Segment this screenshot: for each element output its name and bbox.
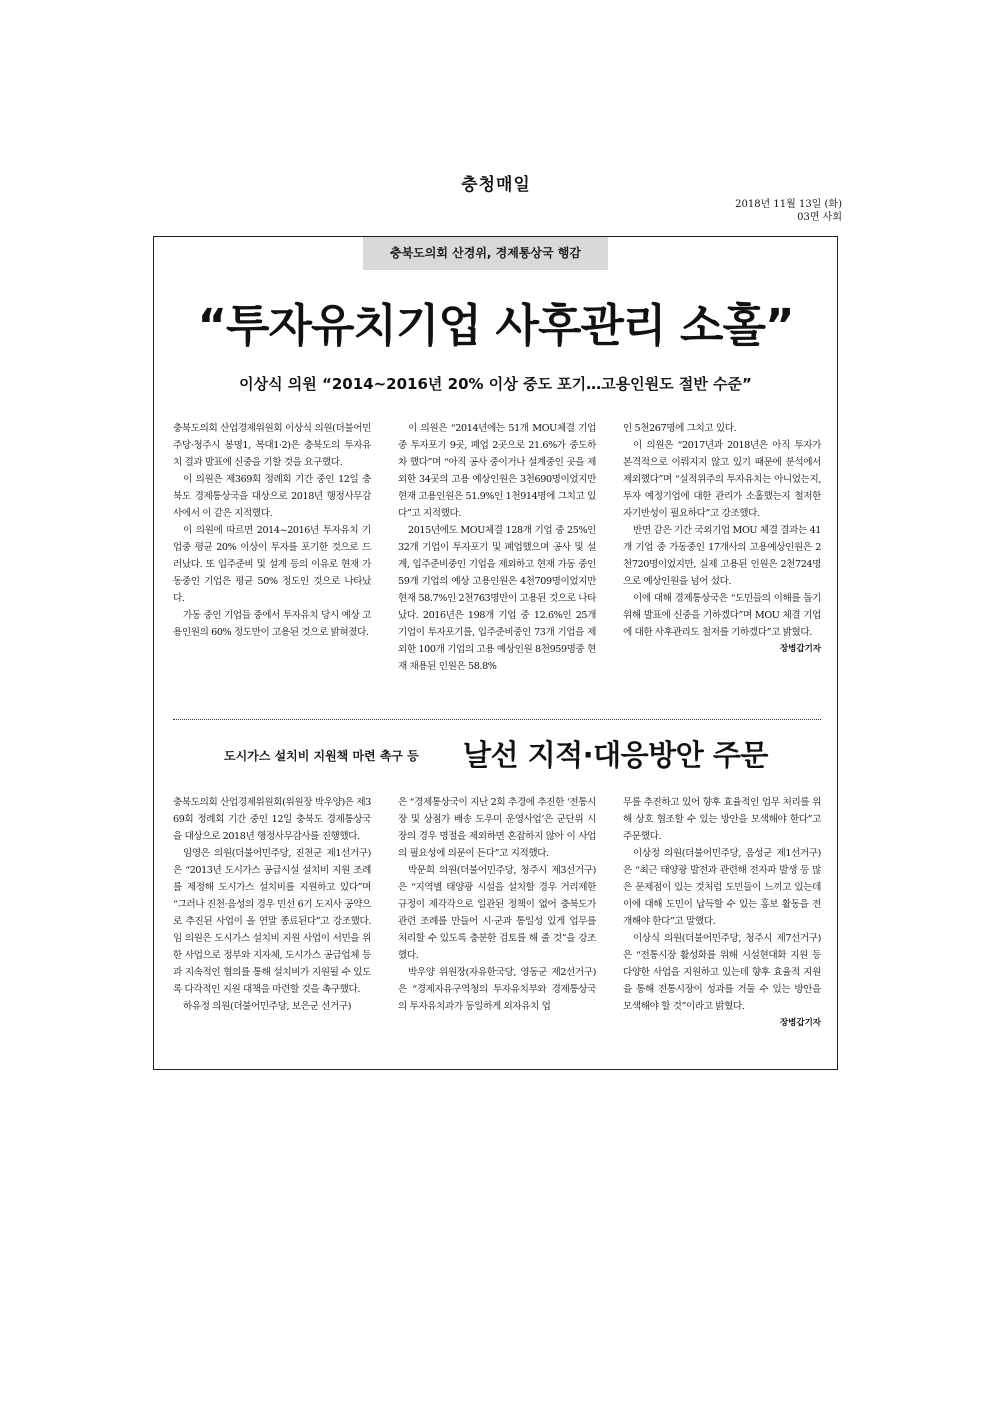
article2-column-3: [623, 794, 821, 1032]
paragraph: 임영은 의원(더불어민주당, 진천군 제1선거구)은 “2013년 도시가스 공급시설 설치비 지원 조례를 제정해 도시가스 설치비를 지원하고 있다”며 “그러나 진천·음성의 경우 민선 6기 도지사 공약으로 추진된 사업이 올 연말 종료된다”고 강조했다. 임 의원은 도시가스 설치비 지원 사업이 서민을 위한 사업으로 정부와 지자체, 도시가스 공급업체 등과 지속적인 협의를 통해 설치비가 지원될 수 있도록 다각적인 지원 대책을 마련할 것을 촉구했다.: [173, 848, 371, 995]
paragraph: 이 의원은 “2014년에는 51개 MOU체결 기업 중 투자포기 9곳, 폐업 2곳으로 21.6%가 중도하차 했다”며 “아직 공사 중이거나 설계중인 곳을 제외한 34곳의 고용 예상인원은 3천690명이었지만 현재 고용인원은 51.9%인 1천914명에 그치고 있다”고 지적했다.: [398, 423, 596, 519]
article-clipping-frame: [153, 236, 838, 1070]
article1-column-2: [398, 420, 596, 675]
paragraph: 이상식 의원(더불어민주당, 청주시 제7선거구)은 “전통시장 활성화를 위해 시설현대화 지원 등 다양한 사업을 지원하고 있는데 향후 효율적 지원을 통해 전통시장이 성과를 거둘 수 있는 방안을 모색해야 할 것”이라고 밝혔다.: [623, 933, 821, 1012]
paragraph: 이 의원은 “2017년과 2018년은 아직 투자가 본격적으로 이뤄지지 않고 있기 때문에 분석에서 제외했다”며 “실적위주의 투자유치는 아니었는지, 투자 예정기업에 대한 관리가 소홀했는지 철저한 자기반성이 필요하다”고 강조했다.: [623, 440, 821, 519]
paragraph: 무를 추진하고 있어 향후 효율적인 업무 처리를 위해 상호 협조할 수 있는 방안을 모색해야 한다”고 주문했다.: [623, 797, 821, 842]
article2-kicker: 도시가스 설치비 지원책 마련 촉구 등: [224, 749, 419, 763]
article1-subhead: 이상식 의원 “2014~2016년 20% 이상 중도 포기…고용인원도 절반 수준”: [239, 375, 752, 393]
article1-kicker: 충북도의회 산경위, 경제통상국 행감: [363, 237, 608, 270]
article1-byline: 장병갑기자: [779, 644, 821, 654]
paragraph: 박우양 위원장(자유한국당, 영동군 제2선거구)은 “경제자유구역청의 투자유치부와 경제통상국의 투자유치과가 동일하게 외자유치 업: [398, 967, 596, 1012]
article1-column-1: [173, 420, 371, 641]
page-section: 03면 사회: [797, 212, 842, 223]
paragraph: 하유정 의원(더불어민주당, 보은군 선거구): [183, 1001, 352, 1012]
article2-column-2: [398, 794, 596, 1015]
paragraph: 충북도의회 산업경제위원회(위원장 박우양)은 제369회 정례회 기간 중인 12일 충북도 경제통상국을 대상으로 2018년 행정사무감사를 진행했다.: [173, 797, 371, 842]
paragraph: 충북도의회 산업경제위원회 이상식 의원(더불어민주당·청주시 봉명1, 복대1·2)은 충북도의 투자유치 결과 발표에 신중을 기할 것을 요구했다.: [173, 423, 371, 468]
paragraph: 이 의원은 제369회 정례회 기간 중인 12일 충북도 경제통상국을 대상으로 2018년 행정사무감사에서 이 같은 지적했다.: [173, 474, 371, 519]
article2-headline: 날선 지적·대응방안 주문: [463, 738, 768, 772]
paragraph: 인 5천267명에 그치고 있다.: [623, 423, 737, 434]
paragraph: 이상정 의원(더불어민주당, 음성군 제1선거구)은 “최근 태양광 발전과 관련해 전자파 발생 등 많은 문제점이 있는 것처럼 도민들이 느끼고 있는데 이에 대해 도민이 납득할 수 있는 홍보 활동을 전개해야 한다”고 말했다.: [623, 848, 821, 927]
paragraph: 가동 중인 기업들 중에서 투자유치 당시 예상 고용인원의 60% 정도만이 고용된 것으로 밝혀졌다.: [173, 610, 371, 638]
article-divider: [173, 719, 821, 720]
newspaper-masthead: 충청매일: [461, 175, 531, 195]
paragraph: 박문희 의원(더불어민주당, 청주시 제3선거구)은 “지역별 태양광 시설을 설치할 경우 거리제한 규정이 제각각으로 일관된 정책이 없어 충북도가 관련 조례를 만들어 시·군과 통일성 있게 업무를 처리할 수 있도록 충분한 검토를 해 줄 것”을 강조했다.: [398, 865, 596, 961]
publication-date: 2018년 11월 13일 (화): [735, 199, 842, 210]
article1-headline: “투자유치기업 사후관리 소홀”: [197, 299, 794, 352]
paragraph: 은 “경제통상국이 지난 2회 추경에 추진한 ‘전통시장 및 상점가 배송 도우미 운영사업’은 군단위 시장의 경우 명절을 제외하면 혼잡하지 않아 이 사업의 필요성에 의문이 든다”고 지적했다.: [398, 797, 596, 859]
paragraph: 이에 대해 경제통상국은 “도민들의 이해를 돕기 위해 발표에 신중을 기하겠다”며 MOU 체결 기업에 대한 사후관리도 철저를 기하겠다”고 밝혔다.: [623, 593, 821, 638]
article2-byline: 장병갑기자: [779, 1018, 821, 1028]
paragraph: 반면 같은 기간 국외기업 MOU 체결 결과는 41개 기업 중 가동중인 17개사의 고용예상인원은 2천720명이었지만, 실제 고용된 인원은 2천724명으로 예상인원을 넘어 섰다.: [623, 525, 821, 587]
article2-column-1: [173, 794, 371, 1015]
dateline: [735, 198, 842, 224]
paragraph: 이 의원에 따르면 2014~2016년 투자유치 기업중 평균 20% 이상이 투자를 포기한 것으로 드러났다. 또 입주준비 및 설계 등의 이유로 현재 가동중인 기업은 평균 50% 정도인 것으로 나타났다.: [173, 525, 371, 604]
paragraph: 2015년에도 MOU체결 128개 기업 중 25%인 32개 기업이 투자포기 및 폐업했으며 공사 및 설계, 입주준비중인 기업을 제외하고 현재 가동 중인 59개 기업의 예상 고용인원은 4천709명이었지만 현재 58.7%인 2천763명만이 고용된 것으로 나타났다. 2016년은 198개 기업 중 12.6%인 25개 기업이 투자포기를, 입주준비중인 73개 기업을 제외한 100개 기업의 고용 예상인원 8천959명중 현재 채용된 인원은 58.8%: [398, 525, 596, 672]
article1-column-3: [623, 420, 821, 658]
